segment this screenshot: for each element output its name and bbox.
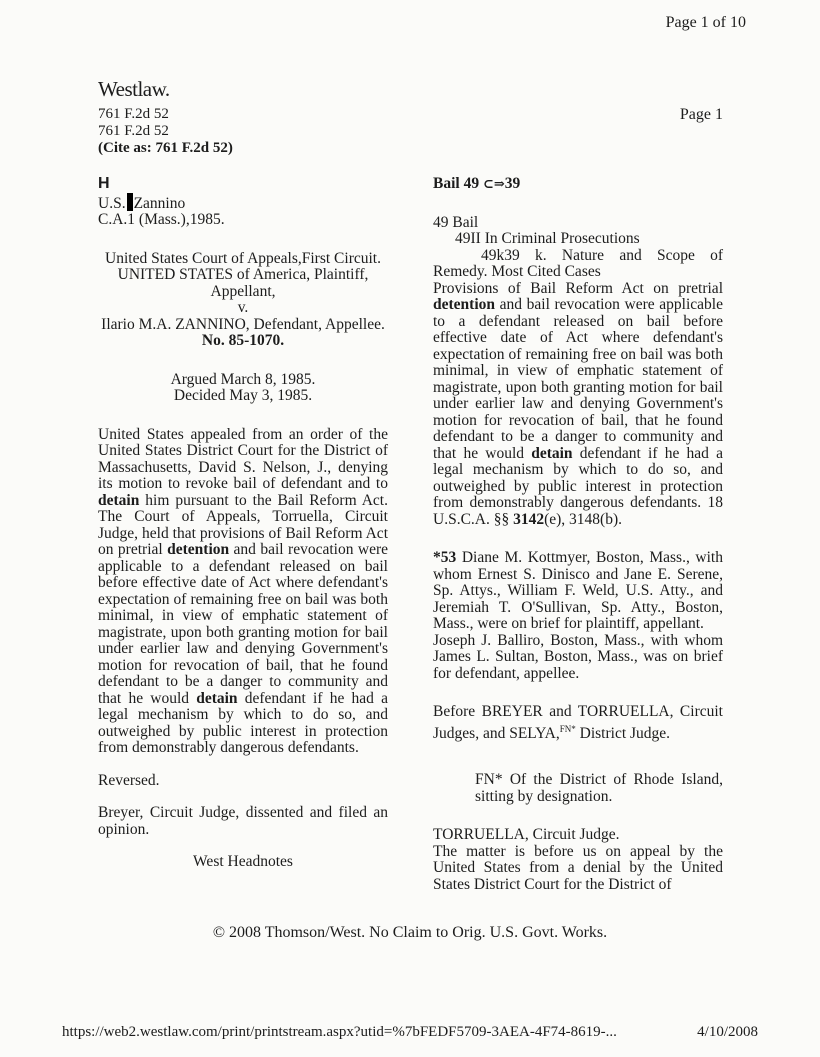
synopsis: United States appealed from an order of the United States District Court for the District of Massachusetts, David S. Nelson, J., denying its motion to revoke bail of defendant and to detain him pursuant to the Bail Reform Act. The Court of Appeals, Torruella, Circuit Judge, held that provisions of Bail Reform Act on pretrial detention and bail revocation were applicable to a defendant released on bail before effective date of Act where defendant's expectation of remaining free on bail was both minimal, in view of emphatic statement of magistrate, upon both granting motion for bail under earlier law and denying Government's motion for revocation of bail, that he found defendant to be a danger to community and that he would detain defendant if he had a legal mechanism by which to do so, and outweighed by public interest in protection from demonstrably dangerous defendants. (98, 425, 389, 756)
court-short: C.A.1 (Mass.),1985. (98, 211, 225, 228)
opinion-start: The matter is before us on appeal by the United States from a denial by the United States District Court for the District of (433, 842, 723, 893)
citation-line-2: 761 F.2d 52 (98, 123, 169, 139)
docket-number: No. 85-1070. (201, 332, 285, 349)
cite-as: (Cite as: 761 F.2d 52) (98, 140, 233, 156)
topic: 49 Bail (433, 213, 479, 231)
print-url: https://web2.westlaw.com/print/printstream.aspx?utid=%7bFEDF5709-3AEA-4F74-8619-... (62, 1024, 617, 1040)
star-page: *53 (433, 549, 457, 566)
left-column (98, 176, 388, 871)
westlaw-logo: Westlaw. (98, 77, 170, 101)
party-defendant: Ilario M.A. ZANNINO, Defendant, Appellee. (101, 315, 385, 333)
case-short-title: U.S. Zannino (98, 194, 186, 212)
key-number-icon: ⊂⇒ (482, 176, 505, 191)
headnotes-title: West Headnotes (193, 853, 293, 870)
page-of-label: Page 1 of 10 (665, 14, 746, 31)
opinion-author: TORRUELLA, Circuit Judge. (433, 826, 620, 844)
dissent-note: Breyer, Circuit Judge, dissented and filed an opinion. (98, 804, 388, 838)
redaction-mark (127, 193, 133, 211)
headnote-text: Provisions of Bail Reform Act on pretrial detention and bail revocation were applicable to a defendant released on bail before effective date of Act where defendant's expectation of remaining free on bail was both minimal, in view of emphatic statement of magistrate, upon both granting motion for bail under earlier law and denying Government's motion for revocation of bail, that he found defendant to be a danger to community and that he would detain defendant if he had a legal mechanism by which to do so, and outweighed by public interest in protection from demonstrably dangerous defendants. 18 U.S.C.A. §§ 3142(e), 3148(b). (433, 279, 724, 528)
counsel-plaintiff: *53 Diane M. Kottmyer, Boston, Mass., with whom Ernest S. Dinisco and Jane E. Serene, Sp. Attys., William F. Weld, U.S. Atty., and Jeremiah T. O'Sullivan, Sp. Atty., Boston, Mass., were on brief for plaintiff, appellant. (433, 549, 723, 632)
argued-date: Argued March 8, 1985. (170, 370, 316, 388)
court-full: United States Court of Appeals,First Circuit. (105, 249, 381, 267)
history-flag-icon: H (98, 175, 110, 192)
versus: v. (237, 299, 249, 316)
panel-judges: Before BREYER and TORRUELLA, Circuit Judges, and SELYA,$^{FN*}$ District Judge. (433, 703, 723, 742)
citation-block (98, 106, 233, 157)
right-column (433, 176, 723, 893)
decided-date: Decided May 3, 1985. (173, 387, 313, 404)
subtopic-1: 49II In Criminal Prosecutions (455, 230, 640, 247)
citation-line-1: 761 F.2d 52 (98, 106, 169, 122)
print-date: 4/10/2008 (697, 1024, 758, 1040)
party-plaintiff: UNITED STATES of America, Plaintiff, Appellant, (117, 266, 369, 300)
copyright-footer: © 2008 Thomson/West. No Claim to Orig. U.S. Govt. Works. (212, 924, 608, 941)
subtopic-2: 49k39 k. Nature and Scope of Remedy. Most Cited Cases (433, 246, 723, 280)
page-label: Page 1 (679, 106, 723, 123)
disposition: Reversed. (98, 771, 160, 789)
keynote-heading: Bail 49 ⊂⇒39 (433, 175, 521, 192)
footnote: FN* Of the District of Rhode Island, sitting by designation. (475, 771, 723, 805)
counsel-defendant: Joseph J. Balliro, Boston, Mass., with whom James L. Sultan, Boston, Mass., was on brief for defendant, appellee. (433, 631, 723, 682)
